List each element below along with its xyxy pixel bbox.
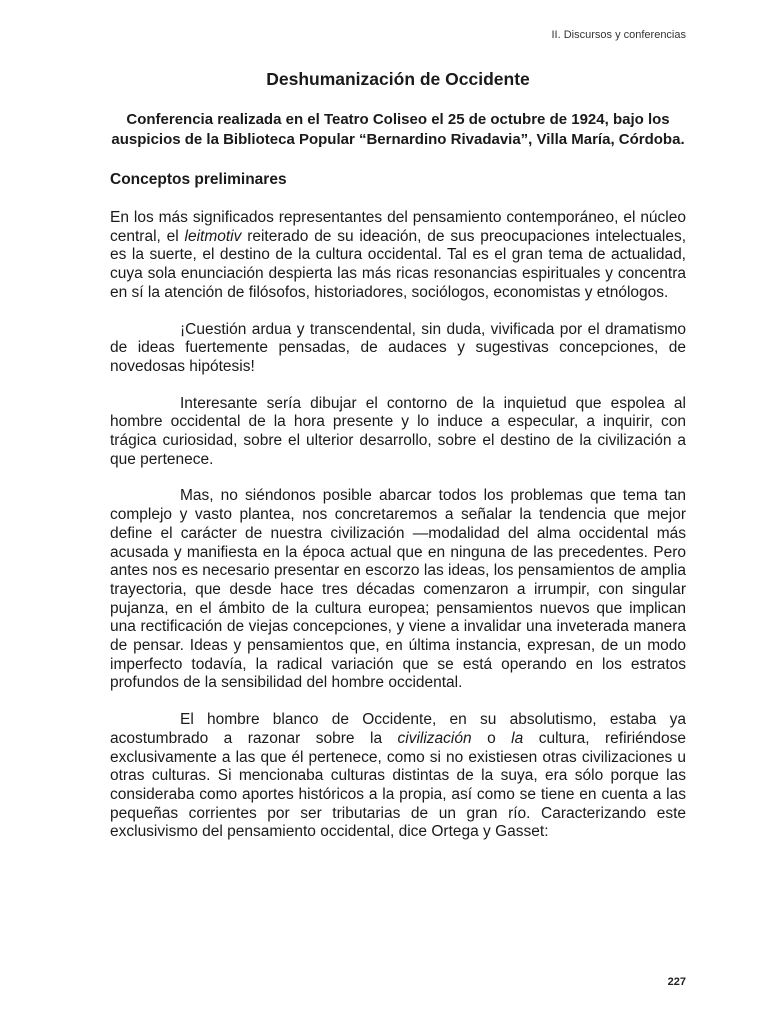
paragraph-4: Mas, no siéndonos posible abarcar todos los problemas que tema tan complejo y vasto plantea, nos concretaremos a señalar la tendencia que mejor define el carácter de nuestra civilización —modalidad del alma occidental más acusada y manifiesta en la época actual que en ninguna de las precedentes. Pero antes nos es necesario presentar en escorzo las ideas, los pensamientos de amplia trayectoria, que desde hace tres décadas comenzaron a irrumpir, con singular pujanza, en el ámbito de la cultura europea; pensamientos nuevos que implican una rectificación de viejas concepciones, y viene a invalidar una inveterada manera de pensar. Ideas y pensamientos que, en última instancia, expresan, de un modo imperfecto todavía, la radical variación que se está operando en los estratos profundos de la sensibilidad del hombre occidental. (110, 487, 686, 692)
paragraph-5: El hombre blanco de Occidente, en su absolutismo, estaba ya acostumbrado a razonar sobre la civilización o la cultura, refiriéndose exclusivamente a las que él pertenece, como si no existiesen otras civilizaciones u otras culturas. Si mencionaba culturas distintas de la suya, era sólo porque las consideraba como aportes históricos a la propia, así como se tiene en cuenta a las pequeñas corrientes por ser tributarias de un gran río. Caracterizando este exclusivismo del pensamiento occidental, dice Ortega y Gasset: (110, 711, 686, 841)
paragraph-2: ¡Cuestión ardua y transcendental, sin duda, vivificada por el dramatismo de ideas fuertemente pensadas, de audaces y sugestivas concepciones, de novedosas hipótesis! (110, 320, 686, 375)
paragraph-3: Interesante sería dibujar el contorno de la inquietud que espolea al hombre occidental de la hora presente y lo induce a especular, a inquirir, con trágica curiosidad, sobre el ulterior desarrollo, sobre el destino de la civilización a que pertenece. (110, 394, 686, 468)
chapter-subtitle: Conferencia realizada en el Teatro Coliseo el 25 de octubre de 1924, bajo los auspicios de la Biblioteca Popular “Bernardino Rivadavia”, Villa María, Córdoba. (111, 111, 685, 148)
chapter-title: Deshumanización de Occidente (266, 69, 530, 89)
emphasis-civilizacion: civilización (397, 729, 472, 747)
emphasis-la: la (511, 729, 524, 747)
running-head: II. Discursos y conferencias (551, 29, 686, 41)
emphasis-leitmotiv: leitmotiv (184, 227, 242, 245)
section-heading: Conceptos preliminares (110, 171, 287, 188)
page-number: 227 (667, 976, 686, 988)
page-body (110, 68, 686, 842)
paragraph-1: En los más significados representantes del pensamiento contemporáneo, el núcleo central, el leitmotiv reiterado de su ideación, de sus preocupaciones intelectuales, es la suerte, el destino de la cultura occidental. Tal es el gran tema de actualidad, cuya sola enunciación despierta las más ricas resonancias espirituales y concentra en sí la atención de filósofos, historiadores, sociólogos, economistas y etnólogos. (110, 209, 686, 301)
